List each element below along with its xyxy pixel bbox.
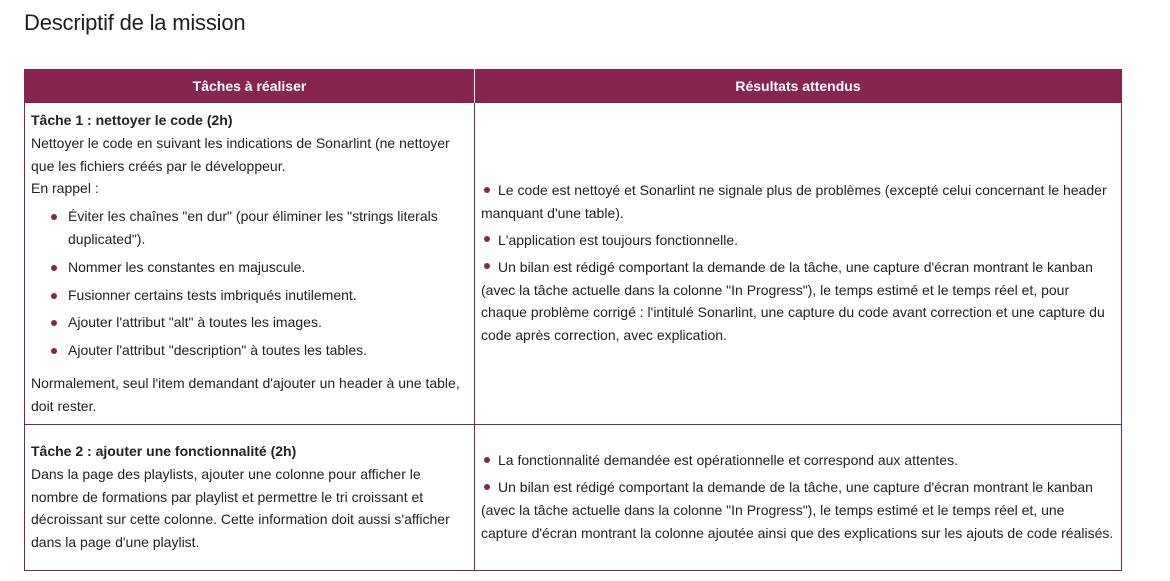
list-item xyxy=(481,449,1115,472)
list-item-text: Éviter les chaînes "en dur" (pour éliminer les "strings literals duplicated"). xyxy=(68,208,438,247)
table-header-row xyxy=(25,69,1122,103)
list-item xyxy=(481,476,1115,544)
list-item xyxy=(31,311,468,334)
table-row xyxy=(25,424,1122,570)
results-cell xyxy=(475,103,1122,425)
list-item-text: Un bilan est rédigé comportant la demande de la tâche, une capture d'écran montrant le kanban (avec la tâche actuelle dans la colonne "In Progress"), le temps estimé et le temps réel et, pour chaque problème corrigé : l'intitulé Sonarlint, une capture du code avant correction et une capture du code après correction, avec explication. xyxy=(481,258,1105,344)
page-title: Descriptif de la mission xyxy=(24,10,246,35)
task-cell xyxy=(25,103,475,425)
list-item xyxy=(31,256,468,279)
results-cell xyxy=(475,424,1122,570)
list-item xyxy=(481,229,1115,252)
results-list xyxy=(481,179,1115,347)
list-item xyxy=(481,179,1115,225)
bullet-icon xyxy=(484,457,490,463)
bullet-icon xyxy=(484,236,490,242)
list-item-text: Fusionner certains tests imbriqués inutilement. xyxy=(68,286,357,303)
list-item xyxy=(31,284,468,307)
bullet-icon xyxy=(51,320,57,326)
list-item-text: La fonctionnalité demandée est opérationnelle et correspond aux attentes. xyxy=(498,452,958,469)
bullet-icon xyxy=(51,348,57,354)
bullet-icon xyxy=(51,265,57,271)
list-item-text: Le code est nettoyé et Sonarlint ne signale plus de problèmes (excepté celui concernant le header manquant d'une table). xyxy=(481,182,1107,222)
list-item xyxy=(31,339,468,362)
list-item xyxy=(31,205,468,251)
table-row xyxy=(25,103,1122,425)
task-cell xyxy=(25,424,475,570)
bullet-icon xyxy=(51,214,57,220)
task-intro: Nettoyer le code en suivant les indications de Sonarlint (ne nettoyer que les fichiers créés par le développeur. xyxy=(31,134,450,174)
list-item-text: Nommer les constantes en majuscule. xyxy=(68,258,306,275)
header-results: Résultats attendus xyxy=(475,69,1122,103)
list-item xyxy=(481,256,1115,347)
bullet-icon xyxy=(484,484,490,490)
task-intro: Dans la page des playlists, ajouter une colonne pour afficher le nombre de formations par playlist et permettre le tri croissant et décroissant sur cette colonne. Cette information doit aussi s'afficher dans la page d'une playlist. xyxy=(31,465,450,551)
list-item-text: Un bilan est rédigé comportant la demande de la tâche, une capture d'écran montrant le kanban (avec la tâche actuelle dans la colonne "In Progress"), le temps estimé et le temps réel et, une capture d'écran montrant la colonne ajoutée ainsi que des explications sur les ajouts de code réalisés. xyxy=(481,479,1114,541)
task-items-list xyxy=(31,205,468,362)
task-note: Normalement, seul l'item demandant d'ajouter un header à une table, doit rester. xyxy=(31,374,460,414)
list-item-text: L'application est toujours fonctionnelle. xyxy=(498,232,739,249)
task-title: Tâche 1 : nettoyer le code (2h) xyxy=(31,112,233,128)
header-tasks: Tâches à réaliser xyxy=(25,69,475,103)
bullet-icon xyxy=(484,187,490,193)
list-item-text: Ajouter l'attribut "description" à toutes les tables. xyxy=(68,342,367,359)
mission-table xyxy=(24,69,1122,571)
bullet-icon xyxy=(484,263,490,269)
task-reminder: En rappel : xyxy=(31,180,99,197)
results-list xyxy=(481,449,1115,544)
task-title: Tâche 2 : ajouter une fonctionnalité (2h) xyxy=(31,443,297,460)
bullet-icon xyxy=(51,293,57,299)
list-item-text: Ajouter l'attribut "alt" à toutes les images. xyxy=(68,314,322,331)
